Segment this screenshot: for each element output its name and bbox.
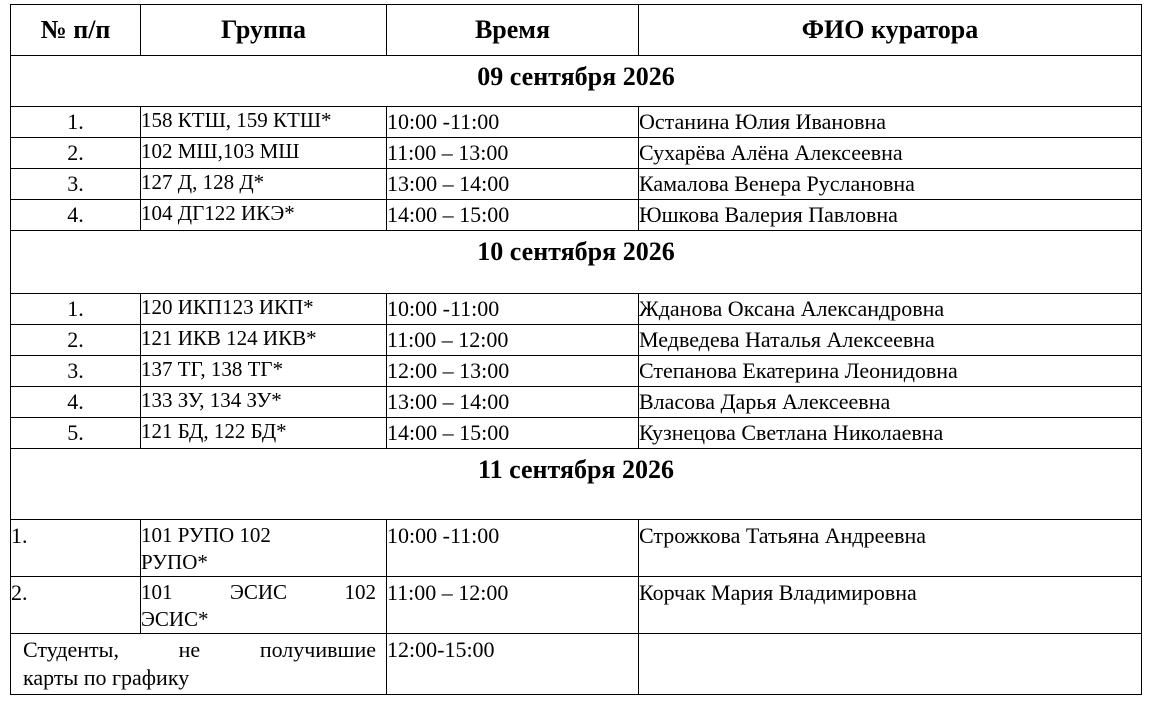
row-group <box>141 520 387 577</box>
row-time: 10:00 -11:00 <box>387 294 639 325</box>
table-row <box>11 325 1142 356</box>
footer-word: не <box>178 637 201 662</box>
footer-row <box>11 634 1142 695</box>
header-curator: ФИО куратора <box>639 5 1142 56</box>
row-curator: Камалова Венера Руслановна <box>639 169 1142 200</box>
row-num: 1. <box>11 520 141 577</box>
row-num: 2. <box>11 577 141 634</box>
row-curator: Власова Дарья Алексеевна <box>639 387 1142 418</box>
table-row <box>11 418 1142 449</box>
header-group: Группа <box>141 5 387 56</box>
row-curator: Сухарёва Алёна Алексеевна <box>639 138 1142 169</box>
row-curator: Степанова Екатерина Леонидовна <box>639 356 1142 387</box>
footer-label <box>11 634 387 695</box>
footer-word: Студенты, <box>23 637 119 662</box>
row-num: 2. <box>11 325 141 356</box>
footer-word: получившие <box>259 637 376 662</box>
row-time: 13:00 – 14:00 <box>387 387 639 418</box>
row-time: 11:00 – 12:00 <box>387 325 639 356</box>
table-row <box>11 169 1142 200</box>
row-time: 10:00 -11:00 <box>387 520 639 577</box>
table-row <box>11 138 1142 169</box>
row-num: 1. <box>11 107 141 138</box>
table-row <box>11 356 1142 387</box>
row-group-line1 <box>141 579 376 606</box>
row-group-line1: 101 РУПО 102 <box>141 523 271 547</box>
group-word: 102 <box>344 580 376 604</box>
group-word: ЭСИС <box>229 580 288 604</box>
row-num: 3. <box>11 356 141 387</box>
row-time: 11:00 – 12:00 <box>387 577 639 634</box>
row-time: 14:00 – 15:00 <box>387 418 639 449</box>
row-curator: Юшкова Валерия Павловна <box>639 200 1142 231</box>
row-group-line2: ЭСИС* <box>141 607 209 631</box>
header-num: № п/п <box>11 5 141 56</box>
row-num: 1. <box>11 294 141 325</box>
schedule-table <box>10 4 1142 695</box>
row-num: 4. <box>11 387 141 418</box>
row-curator: Кузнецова Светлана Николаевна <box>639 418 1142 449</box>
row-curator: Жданова Оксана Александровна <box>639 294 1142 325</box>
row-curator: Медведева Наталья Алексеевна <box>639 325 1142 356</box>
row-group: 104 ДГ122 ИКЭ* <box>141 200 387 231</box>
table-row <box>11 387 1142 418</box>
row-curator: Корчак Мария Владимировна <box>639 577 1142 634</box>
row-group: 133 ЗУ, 134 ЗУ* <box>141 387 387 418</box>
group-word: 101 <box>141 580 173 604</box>
date-heading: 11 сентября 2026 <box>11 449 1142 520</box>
table-row <box>11 520 1142 577</box>
date-heading: 10 сентября 2026 <box>11 231 1142 294</box>
footer-label-line2: карты по графику <box>23 665 190 690</box>
row-time: 12:00 – 13:00 <box>387 356 639 387</box>
table-row <box>11 200 1142 231</box>
row-group: 158 КТШ, 159 КТШ* <box>141 107 387 138</box>
row-group: 120 ИКП123 ИКП* <box>141 294 387 325</box>
date-heading: 09 сентября 2026 <box>11 56 1142 107</box>
date-row <box>11 449 1142 520</box>
table-row <box>11 294 1142 325</box>
row-num: 4. <box>11 200 141 231</box>
header-time: Время <box>387 5 639 56</box>
row-group-line2: РУПО* <box>141 550 208 574</box>
table-row <box>11 107 1142 138</box>
row-curator: Строжкова Татьяна Андреевна <box>639 520 1142 577</box>
row-num: 2. <box>11 138 141 169</box>
row-group: 102 МШ,103 МШ <box>141 138 387 169</box>
row-num: 5. <box>11 418 141 449</box>
row-num: 3. <box>11 169 141 200</box>
table-row <box>11 577 1142 634</box>
row-time: 11:00 – 13:00 <box>387 138 639 169</box>
row-group: 121 ИКВ 124 ИКВ* <box>141 325 387 356</box>
date-row <box>11 56 1142 107</box>
row-time: 14:00 – 15:00 <box>387 200 639 231</box>
row-group <box>141 577 387 634</box>
header-row <box>11 5 1142 56</box>
row-curator: Останина Юлия Ивановна <box>639 107 1142 138</box>
row-group: 127 Д, 128 Д* <box>141 169 387 200</box>
row-group: 121 БД, 122 БД* <box>141 418 387 449</box>
footer-label-line1 <box>23 636 376 664</box>
row-group: 137 ТГ, 138 ТГ* <box>141 356 387 387</box>
row-time: 13:00 – 14:00 <box>387 169 639 200</box>
row-time: 10:00 -11:00 <box>387 107 639 138</box>
footer-curator <box>639 634 1142 695</box>
date-row <box>11 231 1142 294</box>
footer-time: 12:00-15:00 <box>387 634 639 695</box>
